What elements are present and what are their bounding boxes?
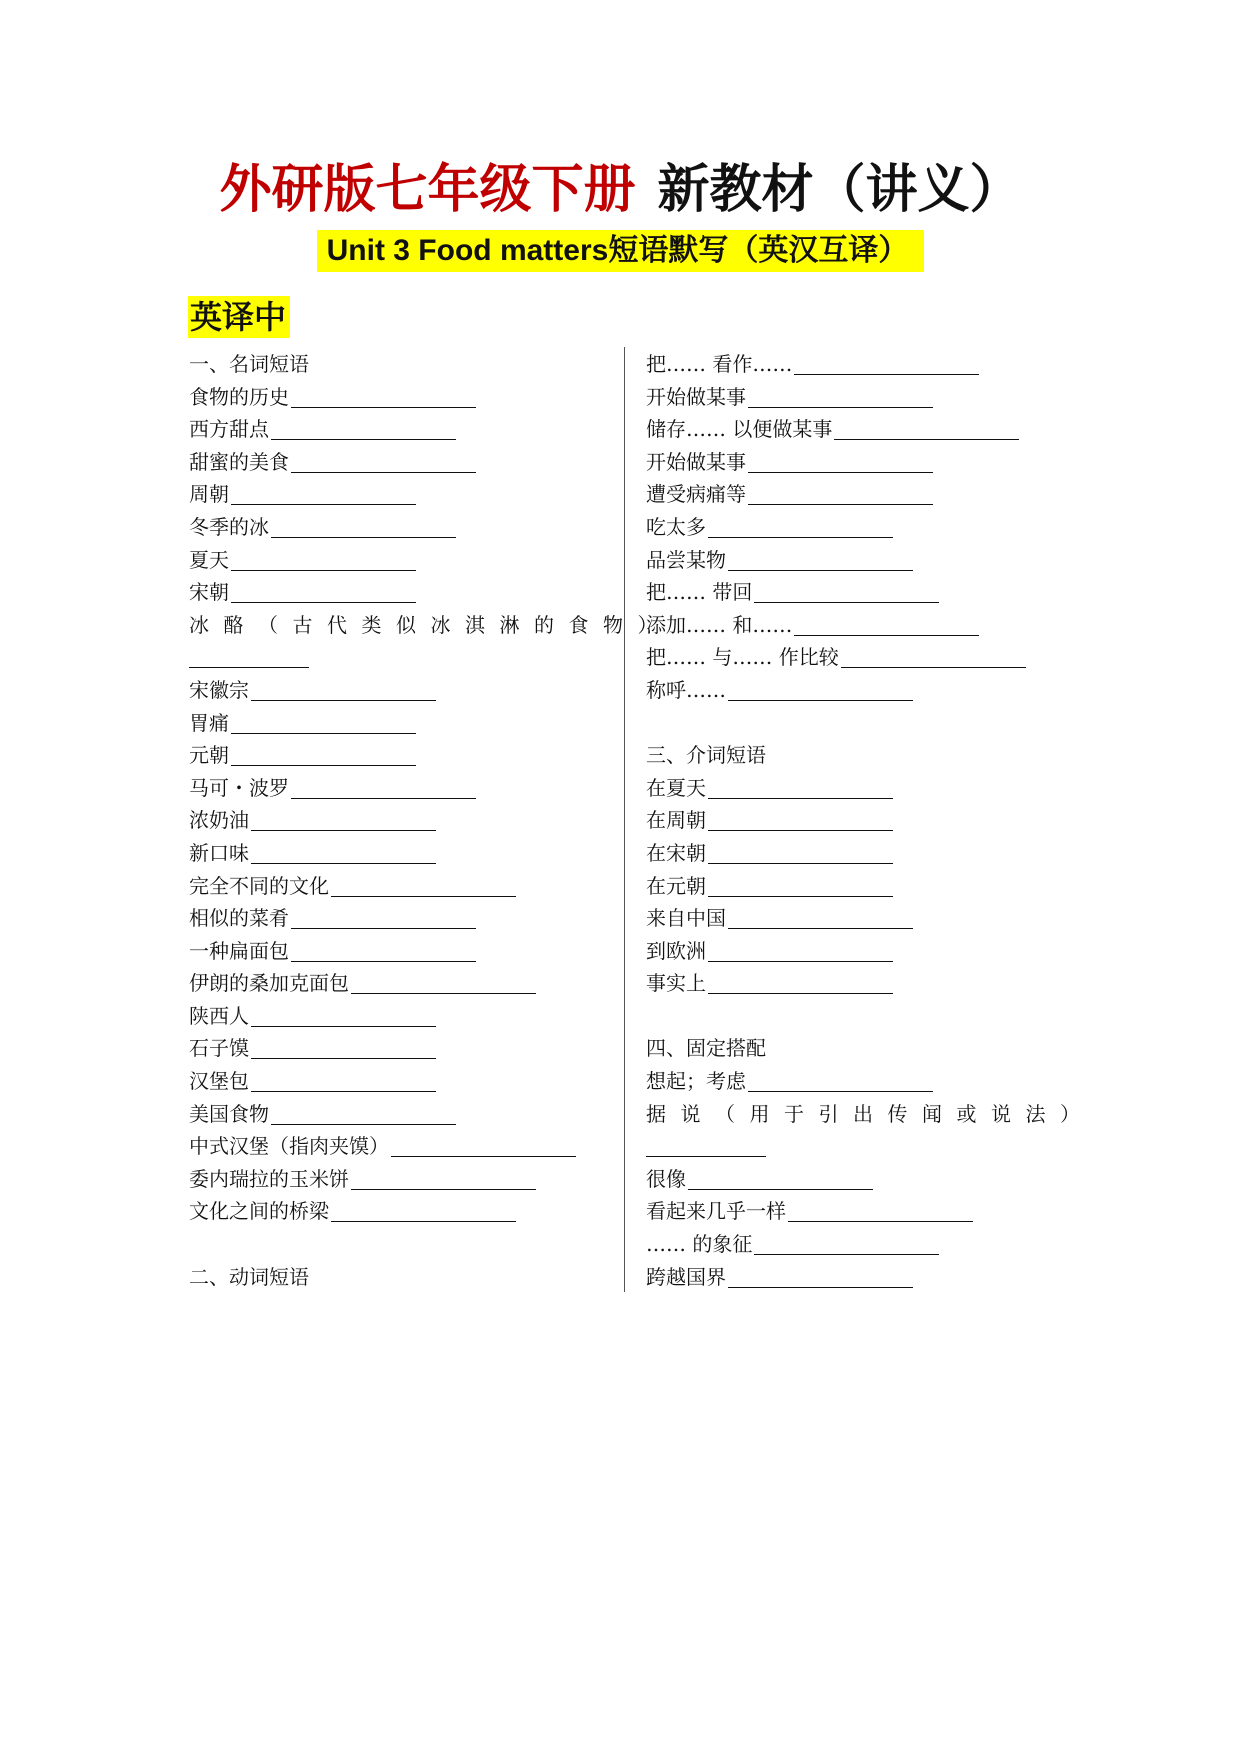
answer-blank[interactable]: [708, 515, 893, 538]
right-column: [646, 348, 1095, 1293]
list-item: 把…… 看作……: [646, 348, 1066, 381]
answer-blank[interactable]: [331, 874, 516, 897]
answer-blank[interactable]: [841, 645, 1026, 668]
section-label-en-to-cn: 英译中: [188, 296, 290, 338]
answer-blank[interactable]: [794, 613, 979, 636]
answer-blank[interactable]: [231, 743, 416, 766]
list-item: 胃痛: [189, 707, 609, 740]
answer-blank[interactable]: [728, 1265, 913, 1288]
list-item: 马可・波罗: [189, 772, 609, 805]
list-item: 很像: [646, 1163, 1066, 1196]
answer-blank[interactable]: [291, 776, 476, 799]
answer-blank[interactable]: [391, 1134, 576, 1157]
verb-phrases-heading: 二、动词短语: [189, 1264, 309, 1289]
answer-blank[interactable]: [728, 678, 913, 701]
list-item: 汉堡包: [189, 1065, 609, 1098]
list-item: 把…… 带回: [646, 576, 1066, 609]
list-item: …… 的象征: [646, 1228, 1066, 1261]
list-item-bingyao-blank: [189, 641, 609, 674]
list-item: 石子馍: [189, 1032, 609, 1065]
list-item: 开始做某事: [646, 381, 1066, 414]
answer-blank[interactable]: [291, 385, 476, 408]
list-item: 在元朝: [646, 870, 1066, 903]
noun-phrases-heading: 一、名词短语: [189, 352, 309, 376]
answer-blank[interactable]: [754, 580, 939, 603]
answer-blank[interactable]: [271, 1102, 456, 1125]
fixed-collocations-heading: 四、固定搭配: [646, 1036, 766, 1061]
prep-phrases-heading: 三、介词短语: [646, 743, 766, 768]
list-item: 吃太多: [646, 511, 1066, 544]
answer-blank[interactable]: [708, 939, 893, 962]
list-item: 添加…… 和……: [646, 609, 1066, 642]
answer-blank[interactable]: [834, 417, 1019, 440]
list-item: 完全不同的文化: [189, 870, 609, 903]
list-item: 甜蜜的美食: [189, 446, 609, 479]
answer-blank[interactable]: [794, 352, 979, 375]
list-item: 宋徽宗: [189, 674, 609, 707]
answer-blank[interactable]: [748, 482, 933, 505]
list-item: 在周朝: [646, 804, 1066, 837]
list-item: 食物的历史: [189, 381, 609, 414]
list-item: 周朝: [189, 478, 609, 511]
answer-blank[interactable]: [189, 645, 309, 668]
answer-blank[interactable]: [351, 971, 536, 994]
answer-blank[interactable]: [646, 1134, 766, 1157]
spacer-row: [646, 707, 1066, 740]
answer-blank[interactable]: [708, 808, 893, 831]
page-title: [0, 158, 1241, 222]
answer-blank[interactable]: [251, 1036, 436, 1059]
list-item: 在宋朝: [646, 837, 1066, 870]
list-item: 浓奶油: [189, 804, 609, 837]
title-black-part: 新教材（讲义）: [657, 159, 1022, 220]
answer-blank[interactable]: [728, 548, 913, 571]
answer-blank[interactable]: [291, 939, 476, 962]
answer-blank[interactable]: [754, 1232, 939, 1255]
list-item: 陕西人: [189, 1000, 609, 1033]
list-item: 相似的菜肴: [189, 902, 609, 935]
list-item: 来自中国: [646, 902, 1066, 935]
answer-blank[interactable]: [688, 1167, 873, 1190]
answer-blank[interactable]: [231, 482, 416, 505]
list-item: 开始做某事: [646, 446, 1066, 479]
answer-blank[interactable]: [728, 906, 913, 929]
list-item: 把…… 与…… 作比较: [646, 641, 1066, 674]
answer-blank[interactable]: [331, 1199, 516, 1222]
answer-blank[interactable]: [271, 515, 456, 538]
list-item: 美国食物: [189, 1098, 609, 1131]
list-item-jushuo-blank: [646, 1130, 1066, 1163]
list-item: 元朝: [189, 739, 609, 772]
answer-blank[interactable]: [251, 841, 436, 864]
answer-blank[interactable]: [231, 711, 416, 734]
list-item: 看起来几乎一样: [646, 1195, 1066, 1228]
list-item-jushuo-label: 据说（用于引出传闻或说法）: [646, 1101, 1095, 1126]
answer-blank[interactable]: [291, 450, 476, 473]
subtitle-highlight: Unit 3 Food matters短语默写（英汉互译）: [317, 230, 925, 272]
list-item: 想起；考虑: [646, 1065, 1066, 1098]
list-item: 新口味: [189, 837, 609, 870]
list-item: 储存…… 以便做某事: [646, 413, 1066, 446]
answer-blank[interactable]: [708, 776, 893, 799]
answer-blank[interactable]: [351, 1167, 536, 1190]
answer-blank[interactable]: [271, 417, 456, 440]
answer-blank[interactable]: [251, 678, 436, 701]
list-item: 事实上: [646, 967, 1066, 1000]
list-item: 在夏天: [646, 772, 1066, 805]
list-item: 委内瑞拉的玉米饼: [189, 1163, 609, 1196]
answer-blank[interactable]: [748, 385, 933, 408]
title-red-part: 外研版七年级下册: [219, 159, 636, 220]
list-item: 称呼……: [646, 674, 1066, 707]
answer-blank[interactable]: [231, 548, 416, 571]
spacer-row: [646, 1000, 1066, 1033]
answer-blank[interactable]: [708, 874, 893, 897]
answer-blank[interactable]: [231, 580, 416, 603]
list-item: 西方甜点: [189, 413, 609, 446]
answer-blank[interactable]: [708, 971, 893, 994]
answer-blank[interactable]: [251, 1069, 436, 1092]
answer-blank[interactable]: [748, 450, 933, 473]
spacer-row: [189, 1228, 609, 1261]
answer-blank[interactable]: [291, 906, 476, 929]
list-item: 夏天: [189, 544, 609, 577]
list-item: 遭受病痛等: [646, 478, 1066, 511]
list-item: 一种扁面包: [189, 935, 609, 968]
answer-blank[interactable]: [251, 1004, 436, 1027]
answer-blank[interactable]: [788, 1199, 973, 1222]
list-item: 伊朗的桑加克面包: [189, 967, 609, 1000]
list-item: 冬季的冰: [189, 511, 609, 544]
list-item: 品尝某物: [646, 544, 1066, 577]
list-item: 宋朝: [189, 576, 609, 609]
column-divider: [624, 347, 625, 1292]
list-item: 到欧洲: [646, 935, 1066, 968]
subtitle-container: [0, 230, 1241, 272]
list-item: 中式汉堡（指肉夹馍）: [189, 1130, 609, 1163]
list-item: 跨越国界: [646, 1261, 1066, 1294]
answer-blank[interactable]: [708, 841, 893, 864]
answer-blank[interactable]: [251, 808, 436, 831]
list-item: 文化之间的桥梁: [189, 1195, 609, 1228]
answer-blank[interactable]: [748, 1069, 933, 1092]
list-item-bingyao-label: 冰酪（古代类似冰淇淋的食物）: [189, 612, 672, 637]
